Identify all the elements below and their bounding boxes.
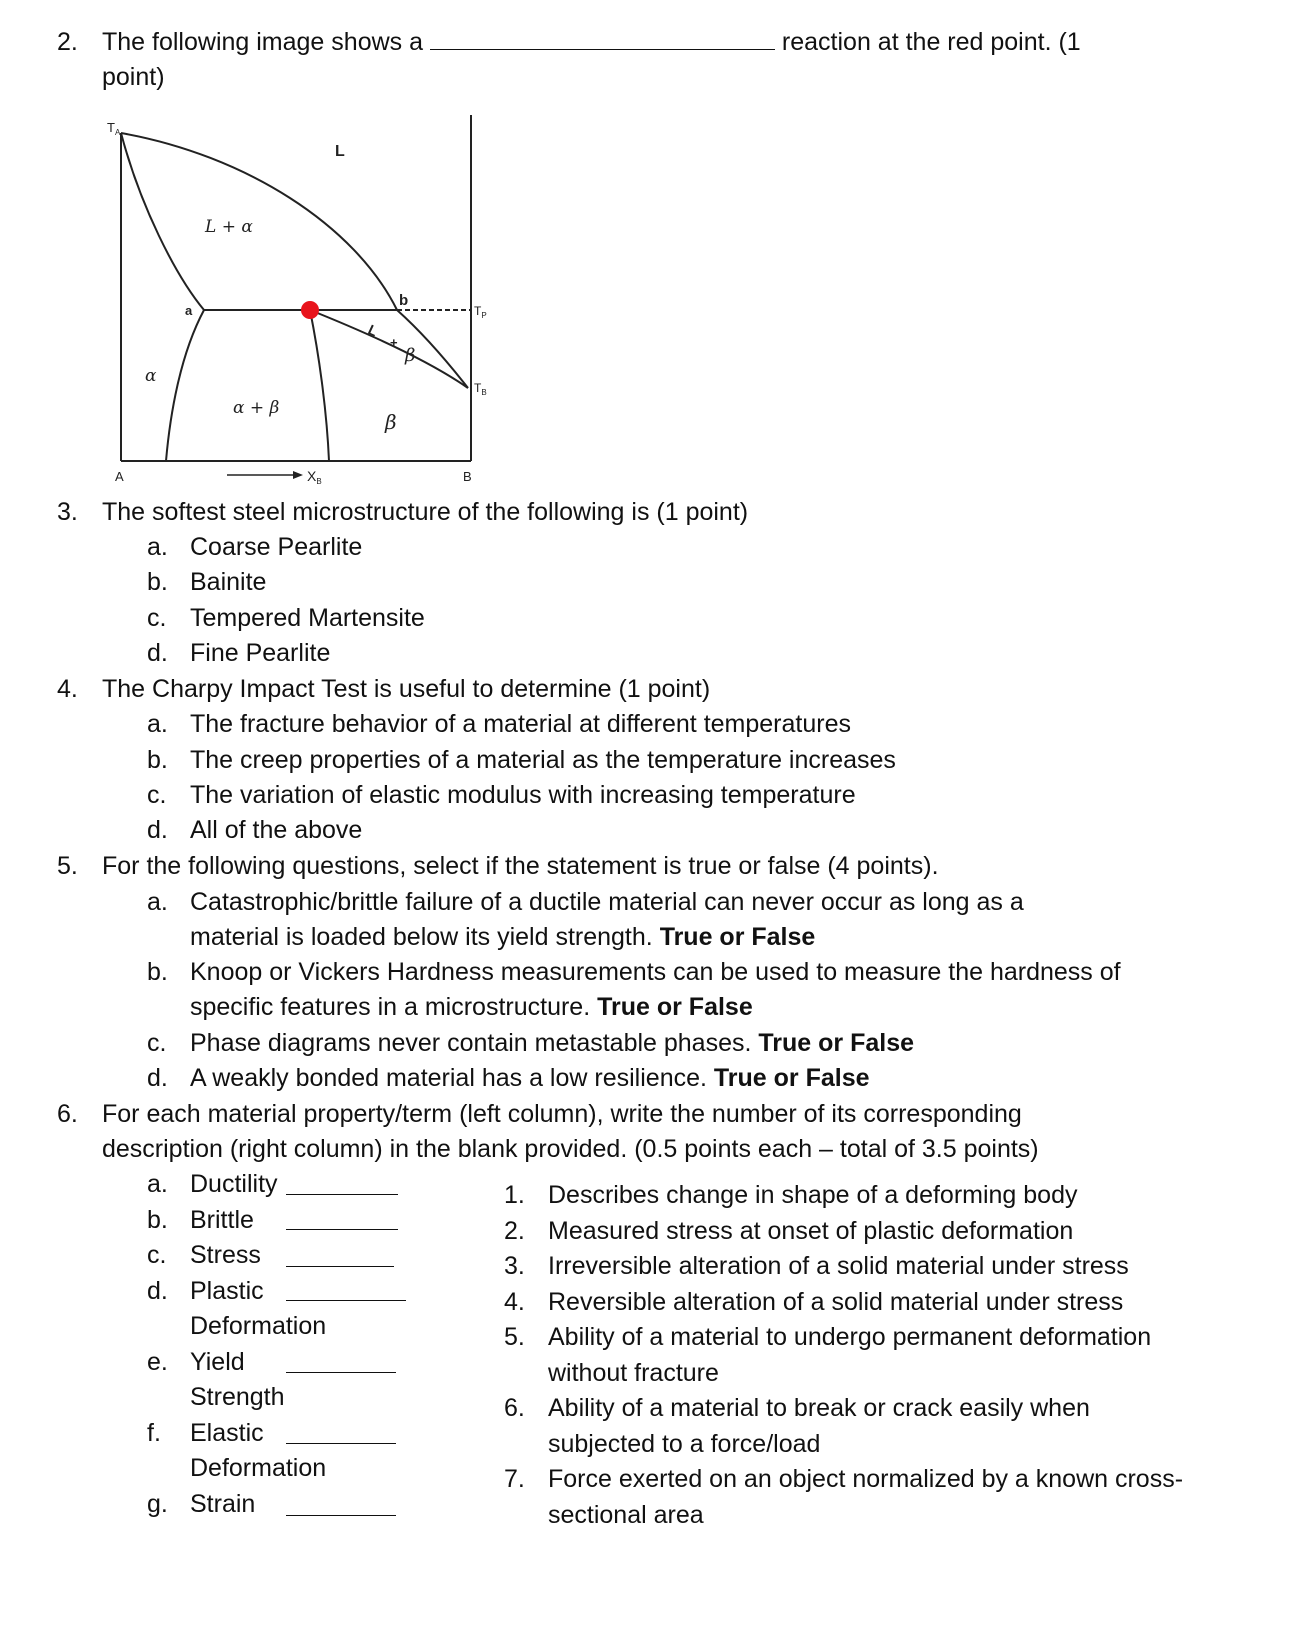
label-L-alpha: L + α	[205, 217, 253, 237]
label-alpha: α	[145, 366, 157, 386]
q6-term-d: Plastic	[190, 1277, 264, 1305]
q6-term-b-blank[interactable]	[286, 1229, 398, 1230]
label-A: A	[115, 469, 124, 484]
q4-option-c-letter: c.	[147, 781, 167, 809]
beta-solvus-line	[310, 310, 329, 461]
q6-term-g-blank[interactable]	[286, 1515, 396, 1516]
q6-term-f-line2: Deformation	[190, 1454, 327, 1482]
q6-term-d-letter: d.	[147, 1277, 168, 1305]
q4-option-b[interactable]: The creep properties of a material as the temperature increases	[190, 746, 896, 774]
q6-text-line1: For each material property/term (left column), write the number of its corresponding	[102, 1100, 1022, 1128]
q6-term-e-line2: Strength	[190, 1383, 285, 1411]
q6-desc-3-num: 3.	[504, 1252, 525, 1280]
q6-term-c-blank[interactable]	[286, 1266, 394, 1267]
q6-desc-5-line2: without fracture	[548, 1359, 719, 1387]
label-alpha-beta: α + β	[233, 398, 280, 418]
q2-answer-blank[interactable]	[430, 27, 775, 50]
q6-term-f: Elastic	[190, 1419, 264, 1447]
q6-term-b: Brittle	[190, 1206, 254, 1234]
q5-item-a-text: material is loaded below its yield strength.	[190, 923, 653, 951]
q4-text: The Charpy Impact Test is useful to determine (1 point)	[102, 675, 711, 703]
q6-term-d-line2: Deformation	[190, 1312, 327, 1340]
q6-term-b-letter: b.	[147, 1206, 168, 1234]
q4-option-b-letter: b.	[147, 746, 168, 774]
q6-desc-7: Force exerted on an object normalized by a known cross-	[548, 1465, 1184, 1493]
solidus-alpha-line	[121, 133, 204, 310]
q6-term-e-letter: e.	[147, 1348, 168, 1376]
solvus-alpha-line	[166, 310, 204, 461]
label-TP: $T_P$	[474, 304, 487, 320]
q6-term-c-letter: c.	[147, 1241, 167, 1269]
q5-item-d-text: A weakly bonded material has a low resilience.	[190, 1064, 707, 1092]
q6-desc-5-num: 5.	[504, 1323, 525, 1351]
q6-desc-6: Ability of a material to break or crack easily when	[548, 1394, 1090, 1422]
q6-desc-5: Ability of a material to undergo permanent deformation	[548, 1323, 1152, 1351]
q2-number: 2.	[57, 28, 78, 56]
label-B: B	[463, 469, 472, 484]
q5-item-c-text: Phase diagrams never contain metastable phases.	[190, 1029, 752, 1057]
q5-item-d-true-false[interactable]: True or False	[713, 1064, 870, 1092]
q5-item-a-line1: Catastrophic/brittle failure of a ductile material can never occur as long as a	[190, 888, 1024, 916]
q5-item-b-line1: Knoop or Vickers Hardness measurements can be used to measure the hardness of	[190, 958, 1121, 986]
q6-number: 6.	[57, 1100, 78, 1128]
q2-text-line2: point)	[102, 63, 165, 91]
q6-desc-7-line2: sectional area	[548, 1501, 704, 1529]
label-XB: $X_B$	[307, 468, 322, 486]
label-TB: $T_B$	[474, 381, 487, 397]
label-L: L	[335, 143, 345, 160]
q6-desc-3: Irreversible alteration of a solid material under stress	[548, 1252, 1129, 1280]
q6-desc-2: Measured stress at onset of plastic deformation	[548, 1217, 1074, 1245]
q6-term-f-blank[interactable]	[286, 1443, 396, 1444]
q6-desc-6-line2: subjected to a force/load	[548, 1430, 821, 1458]
q6-term-c: Stress	[190, 1241, 261, 1269]
q6-term-e: Yield	[190, 1348, 245, 1376]
q5-item-c-line1	[190, 1028, 914, 1058]
q6-term-g: Strain	[190, 1490, 256, 1518]
q5-item-c-true-false[interactable]: True or False	[758, 1029, 915, 1057]
q6-term-f-letter: f.	[147, 1419, 161, 1447]
q3-text: The softest steel microstructure of the following is (1 point)	[102, 498, 749, 526]
q4-number: 4.	[57, 675, 78, 703]
q5-item-b-line2	[190, 992, 753, 1022]
q6-desc-7-num: 7.	[504, 1465, 525, 1493]
q6-term-g-letter: g.	[147, 1490, 168, 1518]
q5-item-a-line2	[190, 922, 815, 952]
q5-item-a-letter: a.	[147, 888, 168, 916]
q6-text-line2: description (right column) in the blank provided. (0.5 points each – total of 3.5 points)	[102, 1135, 1039, 1163]
q3-option-a[interactable]: Coarse Pearlite	[190, 533, 363, 561]
q6-term-a: Ductility	[190, 1170, 278, 1198]
q5-item-c-letter: c.	[147, 1029, 167, 1057]
q5-item-b-true-false[interactable]: True or False	[597, 993, 753, 1021]
q3-option-b-letter: b.	[147, 568, 168, 596]
q6-desc-1: Describes change in shape of a deforming body	[548, 1181, 1078, 1209]
q3-option-b[interactable]: Bainite	[190, 568, 267, 596]
q3-option-a-letter: a.	[147, 533, 168, 561]
q5-text: For the following questions, select if the statement is true or false (4 points).	[102, 852, 939, 880]
q3-number: 3.	[57, 498, 78, 526]
q2-text	[102, 27, 1081, 57]
label-plus: +	[390, 335, 398, 350]
q6-desc-6-num: 6.	[504, 1394, 525, 1422]
label-b: b	[399, 292, 409, 309]
q6-desc-4-num: 4.	[504, 1288, 525, 1316]
label-beta: β	[385, 410, 397, 434]
q5-number: 5.	[57, 852, 78, 880]
q6-term-a-letter: a.	[147, 1170, 168, 1198]
q3-option-d-letter: d.	[147, 639, 168, 667]
q6-term-a-blank[interactable]	[286, 1194, 398, 1195]
liquidus-line	[121, 133, 397, 310]
q6-desc-4: Reversible alteration of a solid material under stress	[548, 1288, 1124, 1316]
q4-option-a-letter: a.	[147, 710, 168, 738]
q5-item-d-letter: d.	[147, 1064, 168, 1092]
q5-item-a-true-false[interactable]: True or False	[659, 923, 816, 951]
q4-option-d[interactable]: All of the above	[190, 816, 363, 844]
q4-option-d-letter: d.	[147, 816, 168, 844]
red-point	[301, 301, 319, 319]
beta-solidus-line	[310, 310, 468, 388]
q6-term-e-blank[interactable]	[286, 1372, 396, 1373]
q5-item-b-letter: b.	[147, 958, 168, 986]
q4-option-a[interactable]: The fracture behavior of a material at different temperatures	[190, 710, 851, 738]
label-a: a	[185, 303, 193, 318]
q2-text-before: The following image shows a	[102, 28, 423, 56]
q3-option-d[interactable]: Fine Pearlite	[190, 639, 331, 667]
phase-diagram	[105, 115, 505, 490]
q5-item-b-text: specific features in a microstructure.	[190, 993, 591, 1021]
q3-option-c[interactable]: Tempered Martensite	[190, 604, 425, 632]
q3-option-c-letter: c.	[147, 604, 167, 632]
label-TA: $T_A$	[107, 120, 121, 137]
q6-desc-1-num: 1.	[504, 1181, 525, 1209]
label-beta-Lb: β	[405, 345, 416, 366]
xb-arrow-head	[293, 471, 303, 479]
q4-option-c[interactable]: The variation of elastic modulus with increasing temperature	[190, 781, 856, 809]
q6-desc-2-num: 2.	[504, 1217, 525, 1245]
q5-item-d-line1	[190, 1063, 870, 1093]
label-L-plus: L	[365, 321, 381, 340]
q2-text-after: reaction at the red point. (1	[781, 28, 1081, 56]
q6-term-d-blank[interactable]	[286, 1300, 406, 1301]
